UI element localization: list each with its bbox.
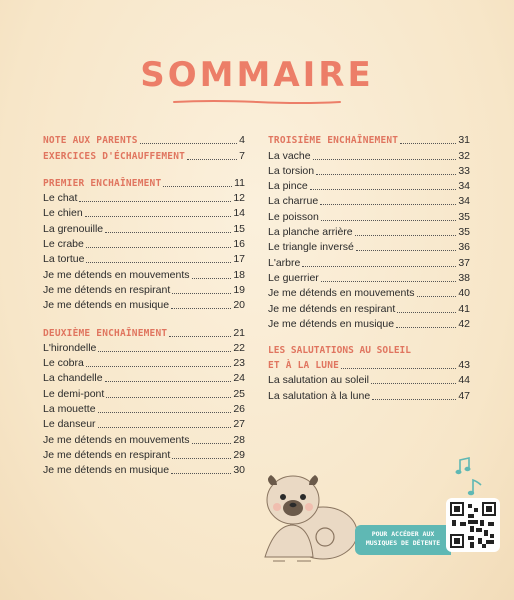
toc-entry[interactable] xyxy=(43,463,245,478)
toc-entry-label: Je me détends en mouvements xyxy=(268,287,415,300)
dot-leader xyxy=(98,412,232,413)
toc-page-number: 4 xyxy=(239,134,245,147)
dot-leader xyxy=(171,473,231,474)
toc-page-number: 35 xyxy=(458,226,470,239)
toc-entry-label: Je me détends en musique xyxy=(43,464,170,477)
toc-page-number: 33 xyxy=(458,164,470,177)
toc-right-column xyxy=(268,133,470,404)
dot-leader xyxy=(85,216,232,217)
toc-entry[interactable] xyxy=(268,164,470,179)
dot-leader xyxy=(355,235,457,236)
toc-page-number: 11 xyxy=(234,176,245,189)
toc-page-number: 25 xyxy=(233,387,245,400)
dot-leader xyxy=(106,397,231,398)
toc-page-number: 21 xyxy=(233,326,245,339)
toc-entry-label: Le guerrier xyxy=(268,271,319,284)
toc-entry-label: Je me détends en mouvements xyxy=(43,268,190,281)
toc-page-number: 34 xyxy=(458,180,470,193)
toc-entry[interactable] xyxy=(268,179,470,194)
toc-entry-label: La salutation au soleil xyxy=(268,374,369,387)
toc-entry-label: La vache xyxy=(268,149,311,162)
toc-entry-label: NOTE AUX PARENTS xyxy=(43,135,138,147)
toc-entry[interactable] xyxy=(43,371,245,386)
toc-entry-label: Le chien xyxy=(43,207,83,220)
qr-code-pattern xyxy=(448,500,498,550)
toc-entry-label: Le triangle inversé xyxy=(268,241,354,254)
toc-entry-label: L'arbre xyxy=(268,256,301,269)
toc-page-number: 44 xyxy=(458,374,470,387)
toc-entry-label: La tortue xyxy=(43,253,85,266)
dot-leader xyxy=(105,381,232,382)
toc-page-number: 28 xyxy=(233,433,245,446)
toc-left-column xyxy=(43,133,245,478)
pug-illustration xyxy=(255,465,365,565)
toc-page-number: 30 xyxy=(233,464,245,477)
toc-entry-label: La grenouille xyxy=(43,222,104,235)
toc-page-number: 26 xyxy=(233,403,245,416)
toc-page-number: 27 xyxy=(233,418,245,431)
toc-page-number: 43 xyxy=(458,359,470,372)
toc-entry[interactable] xyxy=(268,209,470,224)
toc-entry-label: Le chat xyxy=(43,192,78,205)
dot-leader xyxy=(171,308,231,309)
toc-entry[interactable] xyxy=(43,341,245,356)
dot-leader xyxy=(397,312,456,313)
toc-section-heading[interactable] xyxy=(268,133,470,148)
toc-entry[interactable] xyxy=(43,298,245,313)
toc-entry[interactable] xyxy=(268,255,470,270)
toc-entry[interactable] xyxy=(43,267,245,282)
toc-section-heading[interactable] xyxy=(43,325,245,340)
dot-leader xyxy=(172,293,231,294)
toc-entry-label: La planche arrière xyxy=(268,226,353,239)
toc-section-heading[interactable] xyxy=(43,148,245,163)
dot-leader xyxy=(372,399,456,400)
toc-entry[interactable] xyxy=(43,386,245,401)
toc-entry-label: La charrue xyxy=(268,195,319,208)
toc-entry-label: Je me détends en musique xyxy=(268,317,395,330)
dot-leader xyxy=(98,427,232,428)
toc-entry-label: Je me détends en respirant xyxy=(43,283,171,296)
toc-entry-label: La salutation à la lune xyxy=(268,389,371,402)
toc-entry-label: L'hirondelle xyxy=(43,341,97,354)
toc-entry[interactable] xyxy=(268,317,470,332)
toc-entry-label: Le crabe xyxy=(43,238,84,251)
dot-leader xyxy=(396,327,456,328)
toc-page-number: 12 xyxy=(233,192,245,205)
toc-entry[interactable] xyxy=(268,148,470,163)
dot-leader xyxy=(86,247,231,248)
toc-entry-label: Je me détends en mouvements xyxy=(43,433,190,446)
toc-entry-label: PREMIER ENCHAÎNEMENT xyxy=(43,177,162,189)
dot-leader xyxy=(302,266,456,267)
music-note-icon xyxy=(455,456,473,476)
toc-entry-label: Le cobra xyxy=(43,357,84,370)
toc-entry[interactable] xyxy=(43,283,245,298)
toc-page-number: 40 xyxy=(458,287,470,300)
toc-page-number: 24 xyxy=(233,372,245,385)
toc-page-number: 20 xyxy=(233,299,245,312)
dot-leader xyxy=(417,296,457,297)
toc-entry[interactable] xyxy=(43,206,245,221)
toc-entry-label: Je me détends en respirant xyxy=(43,448,171,461)
badge-line-1: POUR ACCÉDER AUX xyxy=(371,530,435,538)
dot-leader xyxy=(321,281,457,282)
toc-entry-label: Le danseur xyxy=(43,418,96,431)
toc-page-number: 47 xyxy=(458,389,470,402)
toc-page-number: 38 xyxy=(458,271,470,284)
toc-page-number: 36 xyxy=(458,241,470,254)
dot-leader xyxy=(79,201,231,202)
dot-leader xyxy=(356,250,457,251)
toc-entry[interactable] xyxy=(268,373,470,388)
dot-leader xyxy=(341,368,456,369)
toc-entry-label: Je me détends en musique xyxy=(43,299,170,312)
toc-entry[interactable] xyxy=(43,221,245,236)
dot-leader xyxy=(187,159,237,160)
qr-code-icon[interactable] xyxy=(448,500,498,550)
toc-page-number: 16 xyxy=(233,238,245,251)
toc-entry[interactable] xyxy=(268,301,470,316)
dot-leader xyxy=(86,366,231,367)
dot-leader xyxy=(310,189,457,190)
toc-page-number: 7 xyxy=(239,149,245,162)
toc-entry[interactable] xyxy=(43,356,245,371)
toc-entry[interactable] xyxy=(43,417,245,432)
toc-page-number: 34 xyxy=(458,195,470,208)
toc-page-number: 37 xyxy=(458,256,470,269)
dot-leader xyxy=(400,143,456,144)
toc-page-number: 32 xyxy=(458,149,470,162)
toc-entry-label: La torsion xyxy=(268,164,315,177)
dot-leader xyxy=(172,458,231,459)
toc-entry[interactable] xyxy=(43,237,245,252)
dot-leader xyxy=(169,336,231,337)
toc-page-number: 17 xyxy=(233,253,245,266)
dot-leader xyxy=(192,278,232,279)
toc-entry-label: DEUXIÈME ENCHAÎNEMENT xyxy=(43,327,168,339)
music-access-badge xyxy=(355,525,451,555)
toc-page-number: 41 xyxy=(458,302,470,315)
toc-entry-label: Je me détends en respirant xyxy=(268,302,396,315)
toc-page-number: 31 xyxy=(458,134,470,147)
dot-leader xyxy=(86,262,231,263)
toc-entry[interactable] xyxy=(268,225,470,240)
toc-page-number: 35 xyxy=(458,210,470,223)
toc-entry-label: La mouette xyxy=(43,403,96,416)
toc-entry[interactable] xyxy=(43,432,245,447)
toc-entry-label: Le poisson xyxy=(268,210,319,223)
toc-entry-label: La chandelle xyxy=(43,372,103,385)
toc-entry-label: ET À LA LUNE xyxy=(268,360,340,372)
toc-section-heading[interactable] xyxy=(268,358,470,373)
toc-entry[interactable] xyxy=(268,271,470,286)
toc-section-heading[interactable] xyxy=(43,176,245,191)
toc-entry[interactable] xyxy=(43,402,245,417)
toc-entry-label: EXERCICES D'ÉCHAUFFEMENT xyxy=(43,150,186,162)
toc-entry[interactable] xyxy=(43,191,245,206)
toc-spacer xyxy=(43,164,245,176)
toc-spacer xyxy=(268,332,470,344)
dot-leader xyxy=(371,383,456,384)
toc-entry[interactable] xyxy=(268,388,470,403)
toc-page-number: 29 xyxy=(233,448,245,461)
toc-entry-label: La pince xyxy=(268,180,308,193)
dot-leader xyxy=(316,174,456,175)
toc-section-heading[interactable] xyxy=(43,133,245,148)
dot-leader xyxy=(192,443,232,444)
toc-page-number: 15 xyxy=(233,222,245,235)
toc-spacer xyxy=(43,313,245,325)
page-title: SOMMAIRE xyxy=(140,55,374,95)
toc-entry[interactable] xyxy=(268,240,470,255)
dot-leader xyxy=(320,204,456,205)
toc-page-number: 14 xyxy=(233,207,245,220)
toc-page-number: 22 xyxy=(233,341,245,354)
dot-leader xyxy=(313,159,457,160)
toc-entry[interactable] xyxy=(43,252,245,267)
toc-page-number: 18 xyxy=(233,268,245,281)
toc-section-heading: LES SALUTATIONS AU SOLEIL xyxy=(268,344,411,356)
dot-leader xyxy=(321,220,457,221)
dot-leader xyxy=(105,232,231,233)
toc-entry[interactable] xyxy=(268,286,470,301)
dot-leader xyxy=(140,143,237,144)
title-underline xyxy=(172,99,342,105)
badge-line-2: MUSIQUES DE DÉTENTE xyxy=(365,539,441,547)
toc-entry[interactable] xyxy=(268,194,470,209)
toc-entry[interactable] xyxy=(43,448,245,463)
toc-page-number: 42 xyxy=(458,317,470,330)
dot-leader xyxy=(98,351,231,352)
toc-page-number: 23 xyxy=(233,357,245,370)
toc-entry-label: Le demi-pont xyxy=(43,387,105,400)
music-note-icon xyxy=(466,477,484,497)
dot-leader xyxy=(163,186,232,187)
toc-entry-label: TROISIÈME ENCHAÎNEMENT xyxy=(268,135,399,147)
toc-page-number: 19 xyxy=(233,283,245,296)
